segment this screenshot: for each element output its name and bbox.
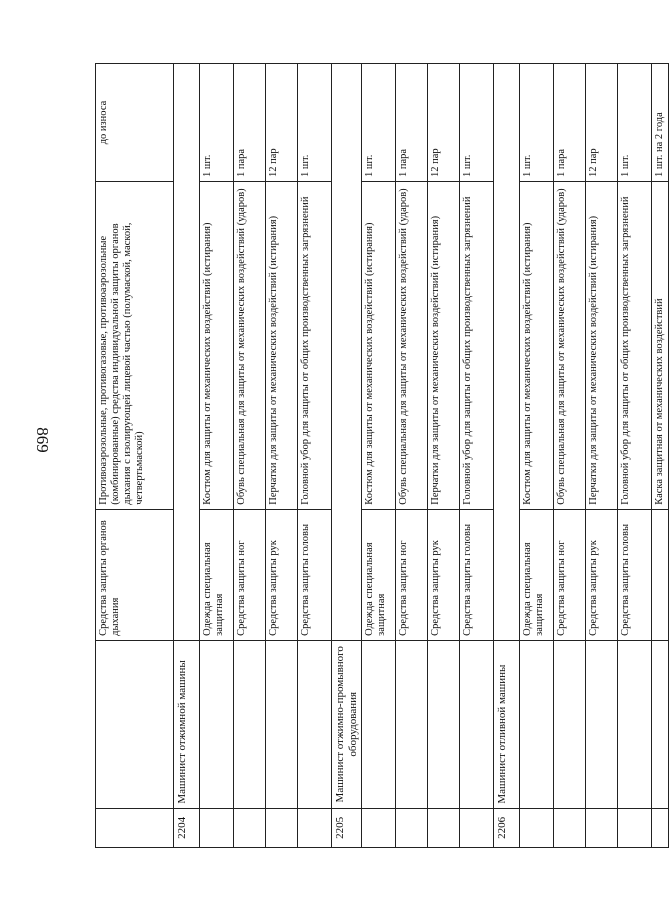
- category-cell: Средства защиты головы: [298, 509, 332, 640]
- ppe-table: [95, 63, 669, 848]
- category-cell: Одежда специальная защитная: [200, 509, 234, 640]
- code-cell: [362, 808, 396, 847]
- quantity-cell: 12 пар: [266, 64, 298, 182]
- profession-cell: [396, 640, 428, 808]
- item-cell: Обувь специальная для защиты от механических воздействий (ударов): [554, 182, 586, 510]
- code-cell: [428, 808, 460, 847]
- category-cell: Средства защиты рук: [586, 509, 618, 640]
- table-row: [298, 64, 332, 848]
- category-cell: Средства защиты головы: [618, 509, 652, 640]
- code-cell: [298, 808, 332, 847]
- section-spacer: [332, 64, 362, 641]
- table-row: [520, 64, 554, 848]
- item-cell: Перчатки для защиты от механических воздействий (истирания): [266, 182, 298, 510]
- item-cell: Перчатки для защиты от механических воздействий (истирания): [586, 182, 618, 510]
- category-cell: Средства защиты рук: [428, 509, 460, 640]
- category-cell: Средства защиты ног: [234, 509, 266, 640]
- table-row: [652, 64, 669, 848]
- profession-cell: [362, 640, 396, 808]
- section-spacer: [494, 64, 520, 641]
- item-cell: Перчатки для защиты от механических воздействий (истирания): [428, 182, 460, 510]
- ppe-table-body: [96, 64, 669, 848]
- code-cell: [460, 808, 494, 847]
- table-row: [460, 64, 494, 848]
- table-row-header: [96, 64, 174, 848]
- item-cell: Костюм для защиты от механических воздействий (истирания): [200, 182, 234, 510]
- quantity-cell: 1 пара: [396, 64, 428, 182]
- item-cell: Головной убор для защиты от общих производственных загрязнений: [618, 182, 652, 510]
- table-row-section: [174, 64, 200, 848]
- section-code: 2205: [332, 808, 362, 847]
- item-cell: Противоаэрозольные, противогазовые, противоаэрозольные (комбинированные) средства индивидуальной защиты органов дыхания с изолирующей лицевой частью (полумаской, маской, четвертьмаской): [96, 182, 174, 510]
- category-cell: [652, 509, 669, 640]
- item-cell: Обувь специальная для защиты от механических воздействий (ударов): [396, 182, 428, 510]
- item-cell: Костюм для защиты от механических воздействий (истирания): [520, 182, 554, 510]
- table-row-section: [494, 64, 520, 848]
- category-cell: Средства защиты ног: [554, 509, 586, 640]
- profession-cell: [586, 640, 618, 808]
- code-cell: [200, 808, 234, 847]
- profession-cell: [652, 640, 669, 808]
- item-cell: Обувь специальная для защиты от механических воздействий (ударов): [234, 182, 266, 510]
- quantity-cell: 1 шт. на 2 года: [652, 64, 669, 182]
- item-cell: Каска защитная от механических воздействий: [652, 182, 669, 510]
- quantity-cell: 1 шт.: [520, 64, 554, 182]
- item-cell: Головной убор для защиты от общих производственных загрязнений: [460, 182, 494, 510]
- code-cell: [96, 808, 174, 847]
- code-cell: [652, 808, 669, 847]
- section-profession: Машинист отжимно-промывного оборудования: [332, 640, 362, 808]
- code-cell: [586, 808, 618, 847]
- table-row: [554, 64, 586, 848]
- quantity-cell: 12 пар: [586, 64, 618, 182]
- section-code: 2204: [174, 808, 200, 847]
- quantity-cell: 1 шт.: [200, 64, 234, 182]
- profession-cell: [200, 640, 234, 808]
- profession-cell: [234, 640, 266, 808]
- table-row: [618, 64, 652, 848]
- profession-cell: [298, 640, 332, 808]
- code-cell: [234, 808, 266, 847]
- code-cell: [618, 808, 652, 847]
- quantity-cell: 1 пара: [234, 64, 266, 182]
- code-cell: [520, 808, 554, 847]
- profession-cell: [428, 640, 460, 808]
- section-profession: Машинист отливной машины: [494, 640, 520, 808]
- quantity-cell: 1 шт.: [298, 64, 332, 182]
- category-cell: Одежда специальная защитная: [520, 509, 554, 640]
- table-row: [266, 64, 298, 848]
- ppe-table-container: [95, 63, 666, 848]
- table-row-section: [332, 64, 362, 848]
- section-code: 2206: [494, 808, 520, 847]
- profession-cell: [554, 640, 586, 808]
- profession-cell: [266, 640, 298, 808]
- profession-cell: [96, 640, 174, 808]
- page-number: 869: [33, 427, 52, 453]
- quantity-cell: до износа: [96, 64, 174, 182]
- table-row: [428, 64, 460, 848]
- profession-cell: [460, 640, 494, 808]
- category-cell: Средства защиты ног: [396, 509, 428, 640]
- quantity-cell: 1 шт.: [362, 64, 396, 182]
- quantity-cell: 1 шт.: [460, 64, 494, 182]
- code-cell: [554, 808, 586, 847]
- code-cell: [396, 808, 428, 847]
- quantity-cell: 1 шт.: [618, 64, 652, 182]
- item-cell: Головной убор для защиты от общих производственных загрязнений: [298, 182, 332, 510]
- category-cell: Одежда специальная защитная: [362, 509, 396, 640]
- table-row: [200, 64, 234, 848]
- quantity-cell: 1 пара: [554, 64, 586, 182]
- profession-cell: [520, 640, 554, 808]
- table-row: [234, 64, 266, 848]
- section-spacer: [174, 64, 200, 641]
- quantity-cell: 12 пар: [428, 64, 460, 182]
- category-cell: Средства защиты органов дыхания: [96, 509, 174, 640]
- item-cell: Костюм для защиты от механических воздействий (истирания): [362, 182, 396, 510]
- table-row: [362, 64, 396, 848]
- category-cell: Средства защиты головы: [460, 509, 494, 640]
- code-cell: [266, 808, 298, 847]
- table-row: [586, 64, 618, 848]
- profession-cell: [618, 640, 652, 808]
- section-profession: Машинист отжимной машины: [174, 640, 200, 808]
- category-cell: Средства защиты рук: [266, 509, 298, 640]
- table-row: [396, 64, 428, 848]
